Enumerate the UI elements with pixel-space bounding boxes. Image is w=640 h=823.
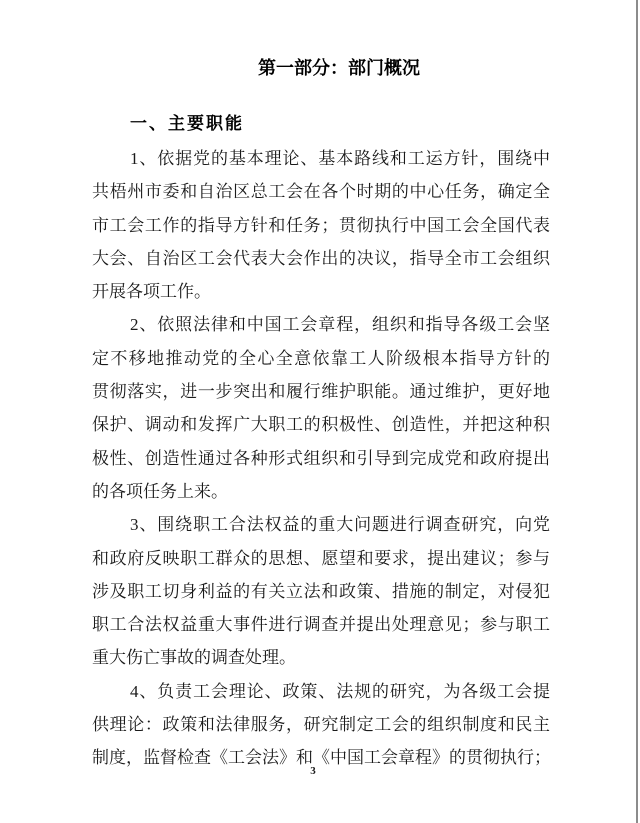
paragraph bbox=[92, 142, 550, 308]
page-right-edge-line bbox=[636, 0, 638, 823]
text-line: 涉及职工切身利益的有关立法和政策、措施的制定，对侵犯 bbox=[92, 581, 550, 601]
text-line: 重大伤亡事故的调查处理。 bbox=[92, 648, 296, 668]
document-body bbox=[92, 142, 550, 775]
text-line: 共梧州市委和自治区总工会在各个时期的中心任务，确定全 bbox=[92, 182, 550, 202]
paragraph bbox=[92, 508, 550, 674]
page-number: 3 bbox=[310, 765, 316, 777]
document-title: 第一部分：部门概况 bbox=[258, 58, 420, 78]
text-line: 保护、调动和发挥广大职工的积极性、创造性，并把这种积 bbox=[92, 415, 550, 435]
text-line: 4、负责工会理论、政策、法规的研究，为各级工会提 bbox=[130, 681, 550, 701]
text-line: 和政府反映职工群众的思想、愿望和要求，提出建议；参与 bbox=[92, 548, 550, 568]
text-line: 贯彻落实，进一步突出和履行维护职能。通过维护，更好地 bbox=[92, 382, 550, 402]
text-line: 1、依据党的基本理论、基本路线和工运方针，围绕中 bbox=[130, 149, 550, 168]
text-line: 大会、自治区工会代表大会作出的决议，指导全市工会组织 bbox=[92, 248, 550, 268]
paragraph bbox=[92, 675, 550, 775]
text-line: 的各项任务上来。 bbox=[92, 481, 228, 501]
text-line: 3、围绕职工合法权益的重大问题进行调查研究，向党 bbox=[130, 515, 550, 535]
text-line: 供理论：政策和法律服务，研究制定工会的组织制度和民主 bbox=[92, 715, 550, 735]
text-line: 极性、创造性通过各种形式组织和引导到完成党和政府提出 bbox=[92, 448, 550, 468]
text-line: 开展各项工作。 bbox=[92, 282, 211, 302]
text-line: 2、依照法律和中国工会章程，组织和指导各级工会坚 bbox=[130, 315, 550, 335]
section-heading: 一、主要职能 bbox=[130, 114, 244, 133]
text-line: 定不移地推动党的全心全意依靠工人阶级根本指导方针的 bbox=[92, 348, 550, 368]
text-line: 市工会工作的指导方针和任务；贯彻执行中国工会全国代表 bbox=[92, 215, 550, 235]
paragraph bbox=[92, 308, 550, 508]
text-line: 制度，监督检查《工会法》和《中国工会章程》的贯彻执行； bbox=[92, 748, 551, 768]
text-line: 职工合法权益重大事件进行调查并提出处理意见；参与职工 bbox=[92, 615, 550, 635]
